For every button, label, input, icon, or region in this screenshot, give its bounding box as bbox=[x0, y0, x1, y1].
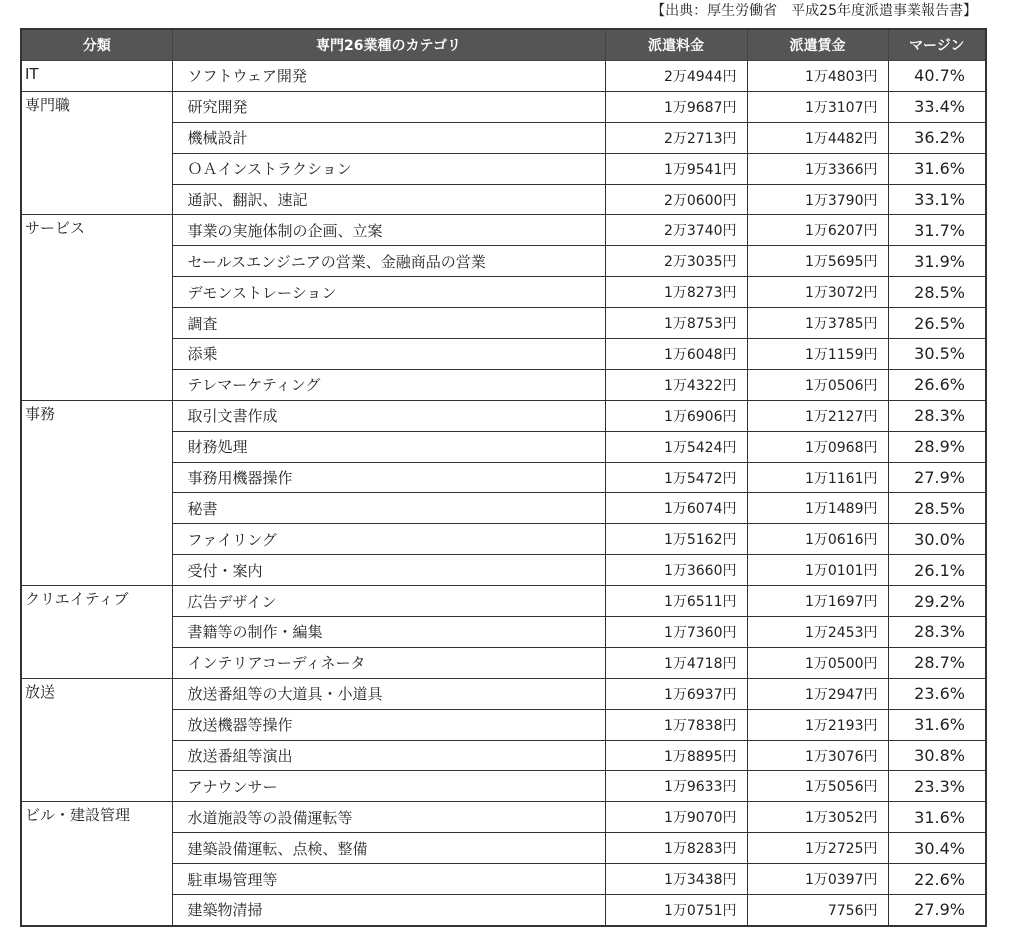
cell-margin: 31.7% bbox=[888, 215, 986, 246]
cell-job: 機械設計 bbox=[172, 122, 605, 153]
cell-category bbox=[21, 709, 172, 740]
cell-wage: 1万3366円 bbox=[747, 153, 888, 184]
cell-fee: 1万5162円 bbox=[605, 524, 747, 555]
cell-job: 広告デザイン bbox=[172, 586, 605, 617]
cell-wage: 1万3072円 bbox=[747, 277, 888, 308]
table-row bbox=[21, 153, 986, 184]
cell-margin: 33.1% bbox=[888, 184, 986, 215]
cell-job: 添乗 bbox=[172, 339, 605, 370]
table-row bbox=[21, 555, 986, 586]
cell-category bbox=[21, 895, 172, 926]
cell-fee: 1万9633円 bbox=[605, 771, 747, 802]
cell-category bbox=[21, 524, 172, 555]
cell-fee: 1万6511円 bbox=[605, 586, 747, 617]
table-row bbox=[21, 709, 986, 740]
cell-fee: 1万7360円 bbox=[605, 617, 747, 648]
cell-margin: 40.7% bbox=[888, 61, 986, 92]
table-row bbox=[21, 740, 986, 771]
cell-margin: 30.5% bbox=[888, 339, 986, 370]
table-row bbox=[21, 308, 986, 339]
cell-fee: 1万5472円 bbox=[605, 462, 747, 493]
cell-margin: 28.3% bbox=[888, 617, 986, 648]
cell-job: デモンストレーション bbox=[172, 277, 605, 308]
cell-wage: 1万6207円 bbox=[747, 215, 888, 246]
cell-fee: 1万6048円 bbox=[605, 339, 747, 370]
cell-wage: 1万4482円 bbox=[747, 122, 888, 153]
cell-margin: 27.9% bbox=[888, 895, 986, 926]
cell-wage: 1万0506円 bbox=[747, 369, 888, 400]
cell-fee: 1万8273円 bbox=[605, 277, 747, 308]
cell-category bbox=[21, 277, 172, 308]
cell-category bbox=[21, 617, 172, 648]
table-row bbox=[21, 277, 986, 308]
cell-margin: 28.7% bbox=[888, 647, 986, 678]
table-row bbox=[21, 184, 986, 215]
cell-fee: 1万6074円 bbox=[605, 493, 747, 524]
cell-category bbox=[21, 122, 172, 153]
table-row bbox=[21, 122, 986, 153]
cell-fee: 2万2713円 bbox=[605, 122, 747, 153]
cell-margin: 33.4% bbox=[888, 91, 986, 122]
cell-category bbox=[21, 246, 172, 277]
cell-wage: 1万3790円 bbox=[747, 184, 888, 215]
cell-margin: 28.5% bbox=[888, 277, 986, 308]
table-row bbox=[21, 771, 986, 802]
cell-category bbox=[21, 555, 172, 586]
cell-fee: 1万5424円 bbox=[605, 431, 747, 462]
cell-margin: 28.9% bbox=[888, 431, 986, 462]
cell-category bbox=[21, 647, 172, 678]
table-row bbox=[21, 617, 986, 648]
cell-wage: 1万2453円 bbox=[747, 617, 888, 648]
cell-category bbox=[21, 153, 172, 184]
cell-margin: 30.0% bbox=[888, 524, 986, 555]
cell-job: 建築物清掃 bbox=[172, 895, 605, 926]
cell-job: 受付・案内 bbox=[172, 555, 605, 586]
cell-wage: 1万0616円 bbox=[747, 524, 888, 555]
cell-category bbox=[21, 369, 172, 400]
table-row bbox=[21, 493, 986, 524]
cell-job: 放送番組等の大道具・小道具 bbox=[172, 678, 605, 709]
cell-job: 調査 bbox=[172, 308, 605, 339]
cell-margin: 26.1% bbox=[888, 555, 986, 586]
table-row bbox=[21, 400, 986, 431]
cell-job: 水道施設等の設備運転等 bbox=[172, 802, 605, 833]
cell-job: 通訳、翻訳、速記 bbox=[172, 184, 605, 215]
cell-job: アナウンサー bbox=[172, 771, 605, 802]
cell-fee: 1万9541円 bbox=[605, 153, 747, 184]
table-row bbox=[21, 462, 986, 493]
cell-fee: 1万4718円 bbox=[605, 647, 747, 678]
cell-fee: 2万3740円 bbox=[605, 215, 747, 246]
cell-job: 研究開発 bbox=[172, 91, 605, 122]
cell-job: 放送機器等操作 bbox=[172, 709, 605, 740]
cell-wage: 1万5056円 bbox=[747, 771, 888, 802]
cell-job: 建築設備運転、点検、整備 bbox=[172, 833, 605, 864]
cell-margin: 30.8% bbox=[888, 740, 986, 771]
cell-margin: 36.2% bbox=[888, 122, 986, 153]
header-job: 専門26業種のカテゴリ bbox=[172, 29, 605, 61]
cell-category bbox=[21, 771, 172, 802]
table-row bbox=[21, 895, 986, 926]
table-row bbox=[21, 864, 986, 895]
cell-wage: 1万3785円 bbox=[747, 308, 888, 339]
cell-fee: 2万0600円 bbox=[605, 184, 747, 215]
cell-wage: 1万2947円 bbox=[747, 678, 888, 709]
cell-wage: 1万2127円 bbox=[747, 400, 888, 431]
cell-fee: 1万6906円 bbox=[605, 400, 747, 431]
cell-fee: 1万3660円 bbox=[605, 555, 747, 586]
cell-fee: 1万0751円 bbox=[605, 895, 747, 926]
cell-category bbox=[21, 462, 172, 493]
cell-fee: 1万7838円 bbox=[605, 709, 747, 740]
cell-wage: 1万5695円 bbox=[747, 246, 888, 277]
cell-job: 財務処理 bbox=[172, 431, 605, 462]
cell-category: IT bbox=[21, 61, 172, 92]
table-row bbox=[21, 215, 986, 246]
table-row bbox=[21, 802, 986, 833]
cell-margin: 23.3% bbox=[888, 771, 986, 802]
source-note: 【出典：厚生労働省 平成25年度派遣事業報告書】 bbox=[651, 3, 977, 19]
cell-margin: 31.6% bbox=[888, 802, 986, 833]
cell-category: ビル・建設管理 bbox=[21, 802, 172, 833]
cell-margin: 28.5% bbox=[888, 493, 986, 524]
cell-wage: 1万0968円 bbox=[747, 431, 888, 462]
dispatch-fee-table bbox=[20, 28, 987, 927]
cell-category bbox=[21, 740, 172, 771]
table-row bbox=[21, 339, 986, 370]
cell-job: 取引文書作成 bbox=[172, 400, 605, 431]
cell-category bbox=[21, 864, 172, 895]
cell-margin: 27.9% bbox=[888, 462, 986, 493]
table-row bbox=[21, 586, 986, 617]
cell-category bbox=[21, 339, 172, 370]
table-row bbox=[21, 833, 986, 864]
cell-margin: 29.2% bbox=[888, 586, 986, 617]
cell-job: 秘書 bbox=[172, 493, 605, 524]
cell-fee: 1万8283円 bbox=[605, 833, 747, 864]
cell-fee: 1万6937円 bbox=[605, 678, 747, 709]
cell-wage: 1万1161円 bbox=[747, 462, 888, 493]
cell-category: 放送 bbox=[21, 678, 172, 709]
cell-wage: 1万2725円 bbox=[747, 833, 888, 864]
header-category: 分類 bbox=[21, 29, 172, 61]
cell-wage: 1万1489円 bbox=[747, 493, 888, 524]
cell-fee: 2万4944円 bbox=[605, 61, 747, 92]
cell-fee: 1万8753円 bbox=[605, 308, 747, 339]
table-header-row bbox=[21, 29, 986, 61]
header-fee: 派遣料金 bbox=[605, 29, 747, 61]
cell-job: 事務用機器操作 bbox=[172, 462, 605, 493]
cell-wage: 7756円 bbox=[747, 895, 888, 926]
table-row bbox=[21, 369, 986, 400]
cell-wage: 1万4803円 bbox=[747, 61, 888, 92]
cell-job: ＯＡインストラクション bbox=[172, 153, 605, 184]
cell-job: セールスエンジニアの営業、金融商品の営業 bbox=[172, 246, 605, 277]
table-row bbox=[21, 61, 986, 92]
cell-fee: 1万8895円 bbox=[605, 740, 747, 771]
cell-margin: 28.3% bbox=[888, 400, 986, 431]
cell-job: インテリアコーディネータ bbox=[172, 647, 605, 678]
cell-wage: 1万0101円 bbox=[747, 555, 888, 586]
header-wage: 派遣賃金 bbox=[747, 29, 888, 61]
cell-fee: 2万3035円 bbox=[605, 246, 747, 277]
cell-job: 放送番組等演出 bbox=[172, 740, 605, 771]
cell-category bbox=[21, 431, 172, 462]
cell-wage: 1万1159円 bbox=[747, 339, 888, 370]
cell-job: テレマーケティング bbox=[172, 369, 605, 400]
cell-category bbox=[21, 833, 172, 864]
cell-margin: 23.6% bbox=[888, 678, 986, 709]
cell-category: 事務 bbox=[21, 400, 172, 431]
cell-wage: 1万3107円 bbox=[747, 91, 888, 122]
table-row bbox=[21, 246, 986, 277]
cell-wage: 1万0397円 bbox=[747, 864, 888, 895]
table-row bbox=[21, 431, 986, 462]
cell-category bbox=[21, 493, 172, 524]
cell-margin: 22.6% bbox=[888, 864, 986, 895]
header-margin: マージン bbox=[888, 29, 986, 61]
cell-job: ファイリング bbox=[172, 524, 605, 555]
cell-fee: 1万9687円 bbox=[605, 91, 747, 122]
cell-category: サービス bbox=[21, 215, 172, 246]
table-row bbox=[21, 524, 986, 555]
cell-wage: 1万1697円 bbox=[747, 586, 888, 617]
table-row bbox=[21, 647, 986, 678]
table-body bbox=[21, 61, 986, 926]
cell-category: クリエイティブ bbox=[21, 586, 172, 617]
cell-category bbox=[21, 308, 172, 339]
cell-job: 書籍等の制作・編集 bbox=[172, 617, 605, 648]
cell-fee: 1万3438円 bbox=[605, 864, 747, 895]
cell-wage: 1万2193円 bbox=[747, 709, 888, 740]
cell-job: 事業の実施体制の企画、立案 bbox=[172, 215, 605, 246]
cell-category bbox=[21, 184, 172, 215]
cell-margin: 31.9% bbox=[888, 246, 986, 277]
cell-wage: 1万3052円 bbox=[747, 802, 888, 833]
cell-margin: 26.5% bbox=[888, 308, 986, 339]
table-row bbox=[21, 678, 986, 709]
cell-job: ソフトウェア開発 bbox=[172, 61, 605, 92]
cell-job: 駐車場管理等 bbox=[172, 864, 605, 895]
cell-wage: 1万0500円 bbox=[747, 647, 888, 678]
cell-fee: 1万9070円 bbox=[605, 802, 747, 833]
cell-margin: 31.6% bbox=[888, 709, 986, 740]
cell-margin: 26.6% bbox=[888, 369, 986, 400]
cell-category: 専門職 bbox=[21, 91, 172, 122]
cell-margin: 31.6% bbox=[888, 153, 986, 184]
cell-margin: 30.4% bbox=[888, 833, 986, 864]
cell-wage: 1万3076円 bbox=[747, 740, 888, 771]
table-row bbox=[21, 91, 986, 122]
cell-fee: 1万4322円 bbox=[605, 369, 747, 400]
